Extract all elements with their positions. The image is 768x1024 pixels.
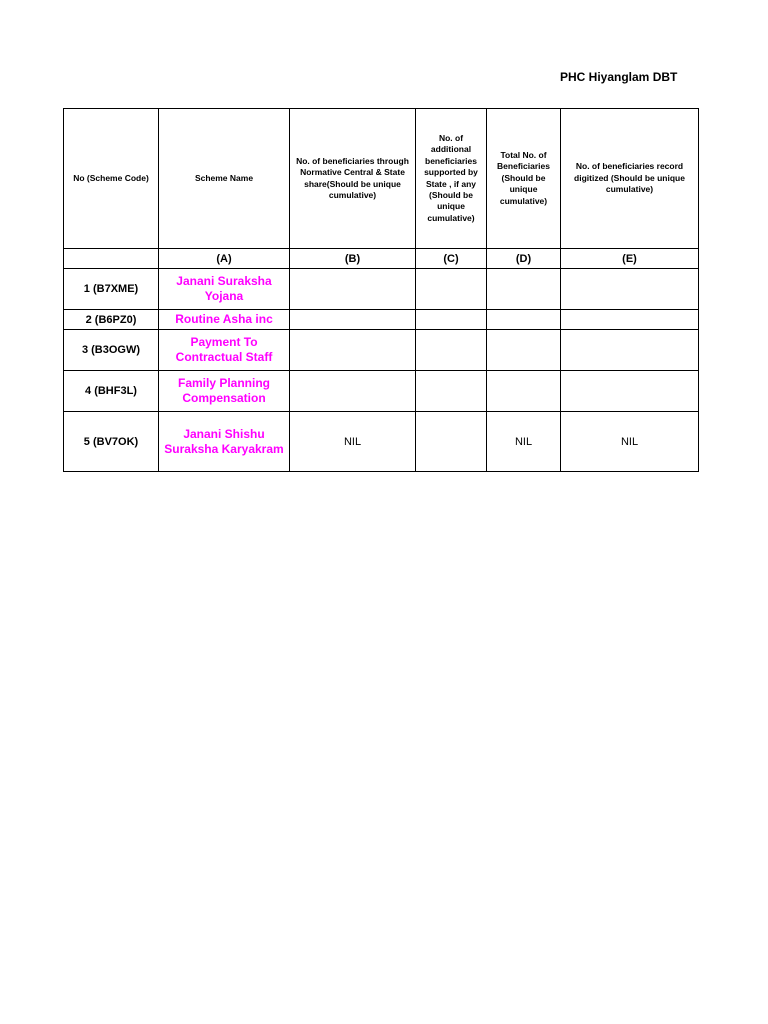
dbt-scheme-table [63,108,699,472]
table-row [64,310,699,330]
scheme-code-cell: 1 (B7XME) [64,269,159,310]
table-row [64,412,699,472]
digitized-records-cell [561,371,699,412]
header-digitized-records: No. of beneficiaries record digitized (Should be unique cumulative) [561,109,699,249]
column-letter: (B) [290,249,416,269]
column-letter: (C) [416,249,487,269]
total-beneficiaries-cell: NIL [487,412,561,472]
normative-beneficiaries-cell [290,330,416,371]
digitized-records-cell: NIL [561,412,699,472]
header-scheme-code: No (Scheme Code) [64,109,159,249]
header-scheme-name: Scheme Name [159,109,290,249]
table-header-row [64,109,699,249]
column-letter-row [64,249,699,269]
additional-beneficiaries-cell [416,371,487,412]
scheme-code-cell: 2 (B6PZ0) [64,310,159,330]
total-beneficiaries-cell [487,269,561,310]
scheme-name-cell: Routine Asha inc [159,310,290,330]
normative-beneficiaries-cell [290,269,416,310]
table-row [64,330,699,371]
header-normative-beneficiaries: No. of beneficiaries through Normative Central & State share(Should be unique cumulative) [290,109,416,249]
additional-beneficiaries-cell [416,310,487,330]
header-total-beneficiaries: Total No. of Beneficiaries (Should be unique cumulative) [487,109,561,249]
total-beneficiaries-cell [487,371,561,412]
digitized-records-cell [561,330,699,371]
total-beneficiaries-cell [487,330,561,371]
scheme-code-cell: 5 (BV7OK) [64,412,159,472]
scheme-name-cell: Payment To Contractual Staff [159,330,290,371]
digitized-records-cell [561,269,699,310]
column-letter: (E) [561,249,699,269]
scheme-code-cell: 3 (B3OGW) [64,330,159,371]
document-title: PHC Hiyanglam DBT [560,70,678,84]
digitized-records-cell [561,310,699,330]
normative-beneficiaries-cell [290,310,416,330]
normative-beneficiaries-cell [290,371,416,412]
column-letter: (A) [159,249,290,269]
scheme-name-cell: Janani Suraksha Yojana [159,269,290,310]
normative-beneficiaries-cell: NIL [290,412,416,472]
scheme-name-cell: Janani Shishu Suraksha Karyakram [159,412,290,472]
table-row [64,371,699,412]
additional-beneficiaries-cell [416,269,487,310]
additional-beneficiaries-cell [416,412,487,472]
scheme-name-cell: Family Planning Compensation [159,371,290,412]
scheme-code-cell: 4 (BHF3L) [64,371,159,412]
total-beneficiaries-cell [487,310,561,330]
column-letter [64,249,159,269]
header-additional-beneficiaries: No. of additional beneficiaries supported by State , if any (Should be unique cumulative) [416,109,487,249]
column-letter: (D) [487,249,561,269]
table-row [64,269,699,310]
additional-beneficiaries-cell [416,330,487,371]
